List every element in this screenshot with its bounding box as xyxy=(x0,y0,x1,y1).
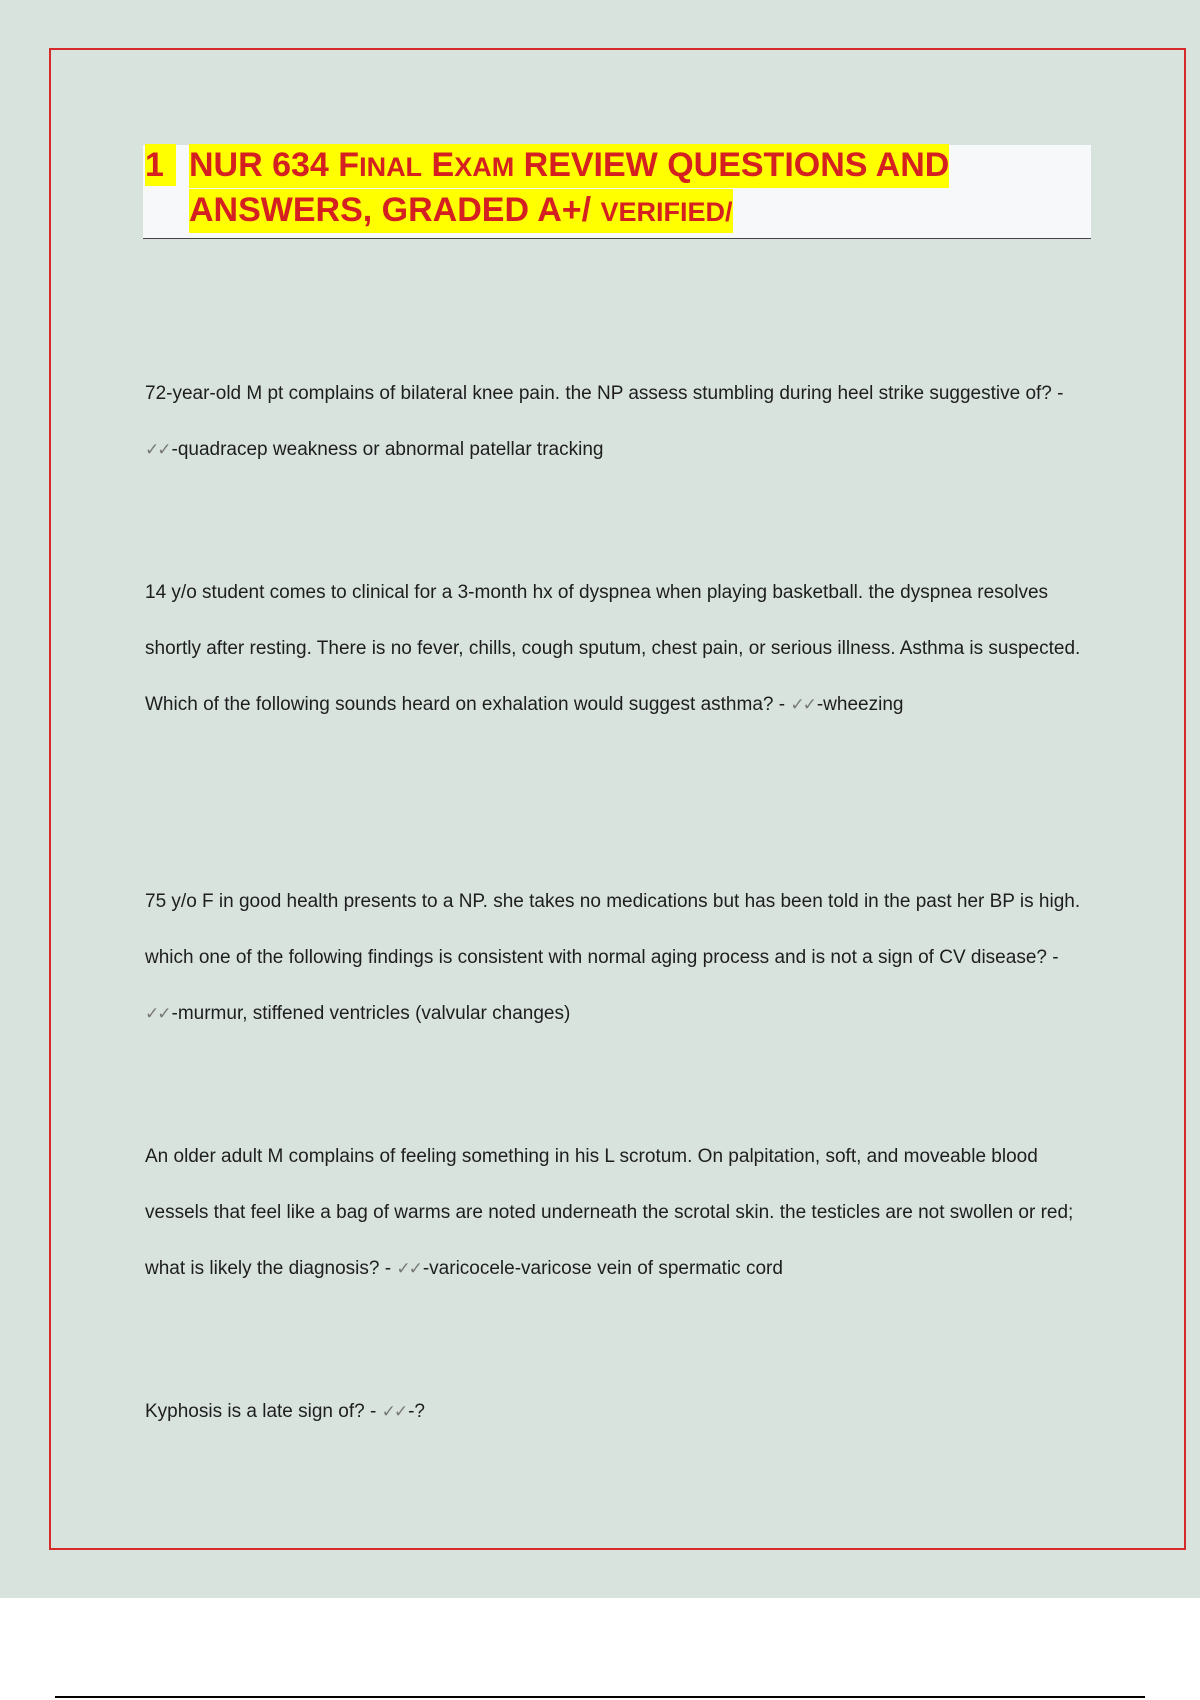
heading-number: 1 xyxy=(145,144,176,186)
double-check-icon: ✓✓ xyxy=(145,1004,170,1024)
double-check-icon: ✓✓ xyxy=(790,695,815,715)
question-text: 75 y/o F in good health presents to a NP. she takes no medications but has been told in the past her BP is high. which one of the following findings is consistent with normal aging process and is not a sign of CV disease? - xyxy=(145,891,1081,968)
title-part: XAM xyxy=(454,152,515,182)
page-border xyxy=(49,48,1186,1550)
title-part: VERIFIED/ xyxy=(600,197,733,227)
document-title-line-1 xyxy=(189,144,949,188)
qa-item xyxy=(145,1129,1090,1297)
question-text: 14 y/o student comes to clinical for a 3-month hx of dyspnea when playing basketball. the dyspnea resolves shortly after resting. There is no fever, chills, cough sputum, chest pain, or serious illness. Asthma is suspected. Which of the following sounds heard on exhalation would suggest asthma? - xyxy=(145,582,1081,715)
title-part: INAL xyxy=(359,152,423,182)
document-title-line-2 xyxy=(189,189,733,233)
answer-text: -quadracep weakness or abnormal patellar tracking xyxy=(171,439,604,460)
qa-item xyxy=(145,874,1090,1042)
double-check-icon: ✓✓ xyxy=(145,440,170,460)
answer-text: -? xyxy=(408,1401,425,1422)
question-text: 72-year-old M pt complains of bilateral knee pain. the NP assess stumbling during heel strike suggestive of? - xyxy=(145,383,1064,404)
question-text: Kyphosis is a late sign of? - xyxy=(145,1401,382,1422)
qa-item xyxy=(145,565,1090,733)
title-part: ANSWERS, GRADED A+/ xyxy=(189,191,601,229)
answer-text: -varicocele-varicose vein of spermatic cord xyxy=(422,1258,783,1279)
qa-item xyxy=(145,1384,1090,1440)
answer-text: -murmur, stiffened ventricles (valvular changes) xyxy=(171,1003,571,1024)
footer-rule xyxy=(55,1696,1145,1698)
double-check-icon: ✓✓ xyxy=(396,1259,421,1279)
answer-text: -wheezing xyxy=(816,694,904,715)
question-text: An older adult M complains of feeling something in his L scrotum. On palpitation, soft, and moveable blood vessels that feel like a bag of warms are noted underneath the scrotal skin. the testicles are not swollen or red; what is likely the diagnosis? - xyxy=(145,1146,1074,1279)
title-part: REVIEW QUESTIONS AND xyxy=(514,146,950,184)
double-check-icon: ✓✓ xyxy=(381,1402,407,1422)
title-part: E xyxy=(422,146,455,184)
qa-item xyxy=(145,366,1090,478)
title-part: NUR 634 F xyxy=(189,146,360,184)
